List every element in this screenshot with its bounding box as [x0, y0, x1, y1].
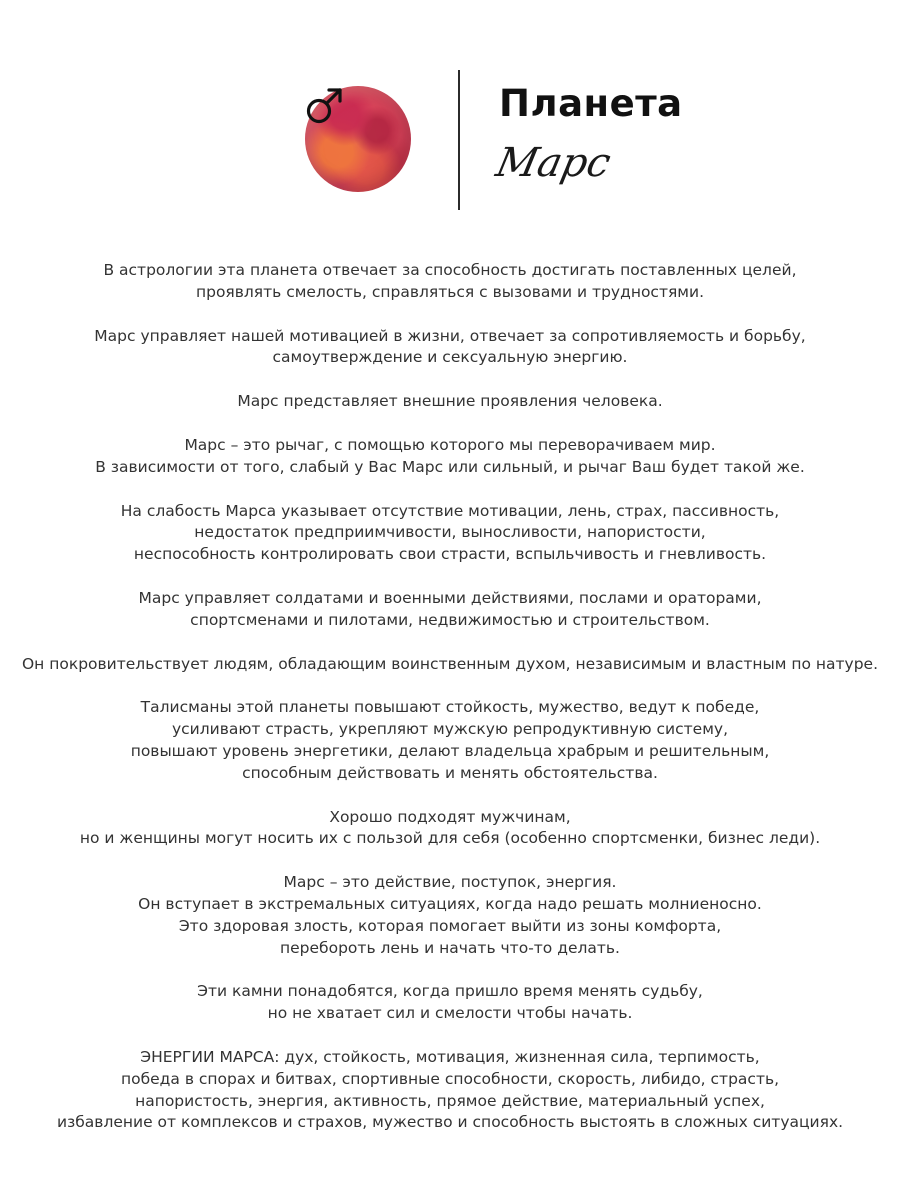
paragraph-line: неспособность контролировать свои страсти, вспыльчивость и гневливость. [133, 545, 767, 564]
paragraph-line: победа в спорах и битвах, спортивные способности, скорость, либидо, страсть, [120, 1069, 780, 1088]
paragraph [20, 391, 880, 413]
paragraph [20, 501, 880, 566]
paragraph [20, 435, 880, 479]
page-subtitle: Марс [492, 140, 615, 186]
page-title: Планета [499, 82, 683, 125]
paragraph [20, 654, 880, 676]
paragraph [20, 588, 880, 632]
paragraph-line: спортсменами и пилотами, недвижимостью и строительством. [190, 610, 710, 629]
paragraph-line: повышают уровень энергетики, делают владельца храбрым и решительным, [130, 741, 770, 760]
header [0, 0, 900, 230]
paragraph-line: Он вступает в экстремальных ситуациях, когда надо решать молниеносно. [138, 894, 762, 913]
paragraph-line: но не хватает сил и смелости чтобы начать. [267, 1004, 633, 1023]
paragraph-line: перебороть лень и начать что-то делать. [280, 938, 620, 957]
paragraph [20, 260, 880, 304]
paragraph [20, 981, 880, 1025]
paragraph-line: Он покровительствует людям, обладающим воинственным духом, независимым и властным по натуре. [21, 654, 879, 673]
paragraph-line: проявлять смелость, справляться с вызовами и трудностями. [195, 282, 705, 301]
paragraph-line: Марс представляет внешние проявления человека. [237, 392, 663, 411]
header-divider [458, 70, 460, 210]
paragraph-line: Марс – это действие, поступок, энергия. [283, 873, 617, 892]
paragraph [20, 326, 880, 370]
paragraph-line: Марс – это рычаг, с помощью которого мы переворачиваем мир. [184, 435, 716, 454]
paragraph-line: Марс управляет нашей мотивацией в жизни, отвечает за сопротивляемость и борьбу, [94, 326, 806, 345]
paragraph-line: Марс управляет солдатами и военными действиями, послами и ораторами, [138, 588, 762, 607]
paragraph [20, 807, 880, 851]
paragraph-line: усиливают страсть, укрепляют мужскую репродуктивную систему, [171, 720, 729, 739]
paragraph-line: ЭНЕРГИИ МАРСА: дух, стойкость, мотивация, жизненная сила, терпимость, [140, 1047, 760, 1066]
paragraph-line: В астрологии эта планета отвечает за способность достигать поставленных целей, [103, 261, 797, 279]
paragraph [20, 1047, 880, 1134]
mars-symbol-icon [300, 80, 350, 130]
paragraph-line: недостаток предприимчивости, выносливости, напористости, [194, 523, 706, 542]
paragraph-line: но и женщины могут носить их с пользой для себя (особенно спортсменки, бизнес леди). [79, 829, 821, 848]
paragraph-line: Эти камни понадобятся, когда пришло время менять судьбу, [197, 982, 703, 1001]
paragraph [20, 697, 880, 784]
paragraph-line: напористость, энергия, активность, прямое действие, материальный успех, [135, 1091, 765, 1110]
paragraph-line: Талисманы этой планеты повышают стойкость, мужество, ведут к победе, [140, 698, 760, 717]
planet-illustration [300, 80, 416, 196]
paragraph-line: Это здоровая злость, которая помогает выйти из зоны комфорта, [178, 916, 722, 935]
article-body [20, 260, 880, 1156]
paragraph-line: Хорошо подходят мужчинам, [329, 807, 571, 826]
paragraph-line: избавление от комплексов и страхов, мужество и способность выстоять в сложных ситуациях. [56, 1113, 844, 1132]
paragraph-line: В зависимости от того, слабый у Вас Марс или сильный, и рычаг Ваш будет такой же. [95, 457, 805, 476]
paragraph-line: На слабость Марса указывает отсутствие мотивации, лень, страх, пассивность, [120, 501, 780, 520]
paragraph-line: самоутверждение и сексуальную энергию. [272, 348, 628, 367]
paragraph-line: способным действовать и менять обстоятельства. [242, 763, 658, 782]
paragraph [20, 872, 880, 959]
